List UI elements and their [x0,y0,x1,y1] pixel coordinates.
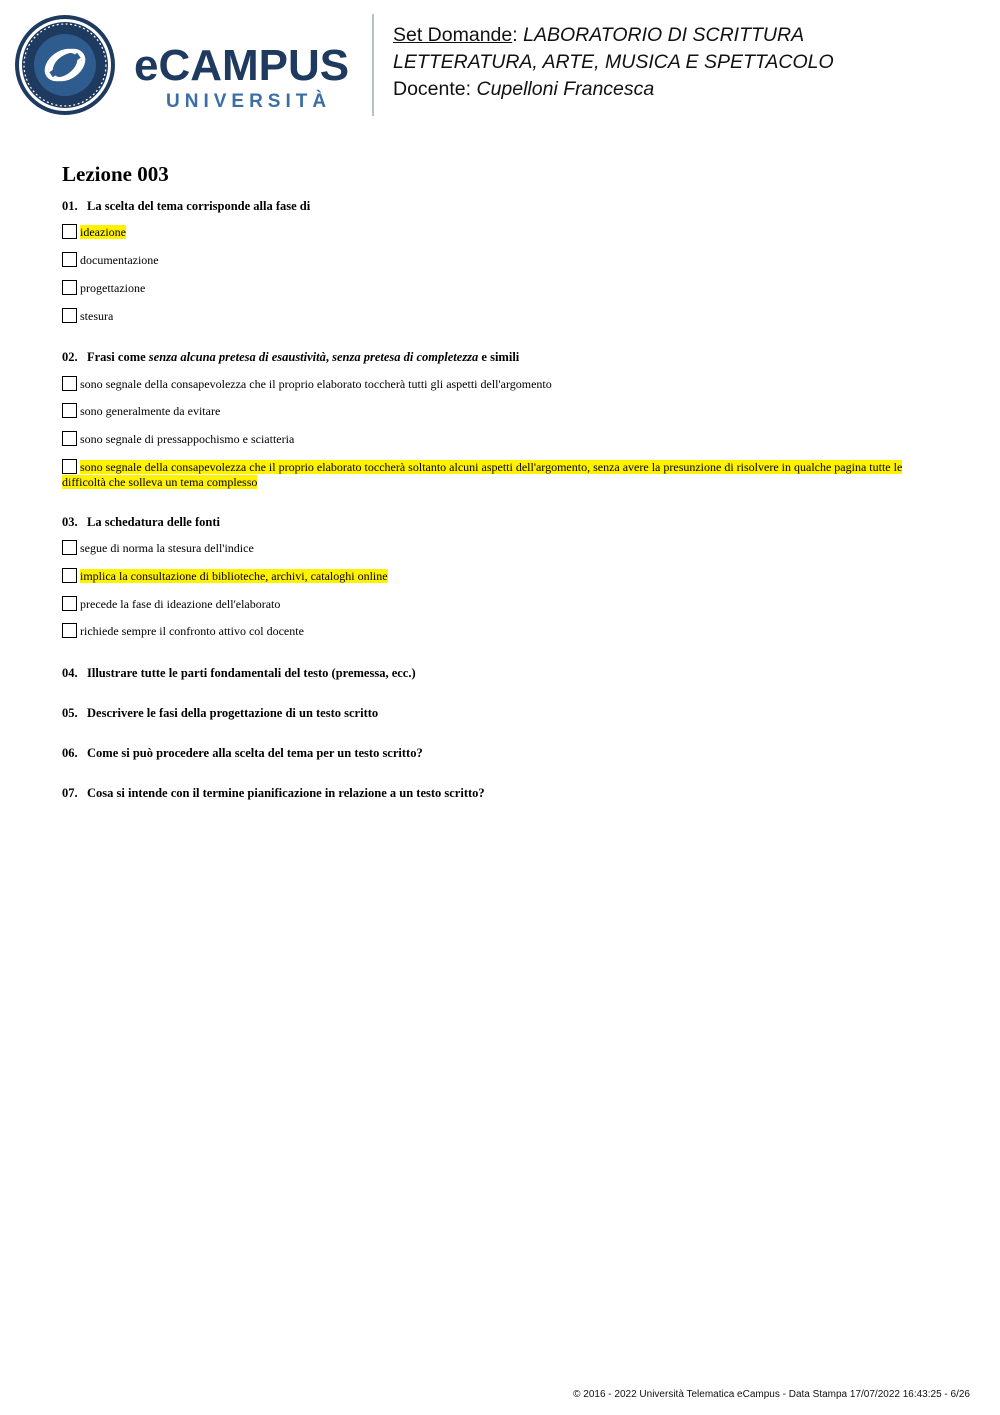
option-checkbox[interactable] [62,280,77,295]
option-checkbox[interactable] [62,540,77,555]
question-06 [62,745,942,761]
answer-option [62,596,942,612]
option-text: implica la consultazione di biblioteche, archivi, cataloghi online [80,569,388,583]
question-02 [62,349,942,365]
option-checkbox[interactable] [62,308,77,323]
course-line2: LETTERATURA, ARTE, MUSICA E SPETTACOLO [393,51,834,73]
answer-option [62,568,942,584]
set-title-line [393,22,983,49]
answer-option [62,431,942,447]
page-header [0,0,1000,130]
docente-label: Docente: [393,78,472,100]
question-text: La scelta del tema corrisponde alla fase di [87,199,311,213]
answer-option [62,459,942,490]
docente-line [393,76,983,103]
ecampus-logo [14,14,359,116]
question-number: 02. [62,350,78,364]
set-sep: : [512,24,518,46]
course-line1: LABORATORIO DI SCRITTURA [523,24,805,46]
option-text: sono segnale di pressappochismo e sciatteria [80,432,295,446]
answer-option [62,540,942,556]
question-04 [62,665,942,681]
answer-option [62,308,942,324]
question-text: Illustrare tutte le parti fondamentali del testo (premessa, ecc.) [87,666,416,680]
option-checkbox[interactable] [62,376,77,391]
question-text-mid: , [325,350,333,364]
lesson-title: Lezione 003 [62,162,169,186]
question-05 [62,705,942,721]
question-text-em2: senza pretesa di completezza [332,350,479,364]
answer-option [62,252,942,268]
question-01 [62,198,942,214]
option-text: sono segnale della consapevolezza che il proprio elaborato toccherà soltanto alcuni aspetti dell'argomento, senza avere la presunzione di risolvere in qualche pagina tutte le difficoltà che solleva un tema complesso [62,460,903,489]
question-03 [62,514,942,530]
question-number: 04. [62,666,78,680]
header-divider [372,14,374,116]
option-checkbox[interactable] [62,568,77,583]
option-text: progettazione [80,281,146,295]
option-checkbox[interactable] [62,623,77,638]
set-info [393,22,983,103]
option-checkbox[interactable] [62,224,77,239]
option-checkbox[interactable] [62,431,77,446]
logo-sub-text: UNIVERSITÀ [166,91,332,112]
question-text: Descrivere le fasi della progettazione di un testo scritto [87,706,379,720]
option-text: ideazione [80,225,126,239]
answer-option [62,280,942,296]
question-number: 07. [62,786,78,800]
docente-name: Cupelloni Francesca [476,78,655,100]
option-text: stesura [80,309,114,323]
question-number: 03. [62,515,78,529]
question-number: 01. [62,199,78,213]
option-text: segue di norma la stesura dell'indice [80,541,254,555]
question-text: La schedatura delle fonti [87,515,220,529]
question-07 [62,785,942,801]
ecampus-wordmark [134,41,349,112]
option-checkbox[interactable] [62,403,77,418]
question-number: 05. [62,706,78,720]
question-text-em1: senza alcuna pretesa di esaustività [148,350,326,364]
option-text: richiede sempre il confronto attivo col docente [80,624,304,638]
option-checkbox[interactable] [62,596,77,611]
option-text: documentazione [80,253,159,267]
question-text-pre: Frasi come [87,350,149,364]
page-footer: © 2016 - 2022 Università Telematica eCampus - Data Stampa 17/07/2022 16:43:25 - 6/26 [573,1389,970,1400]
answer-option [62,376,942,392]
answer-option [62,623,942,639]
option-text: precede la fase di ideazione dell'elaborato [80,597,281,611]
option-text: sono generalmente da evitare [80,404,221,418]
option-text: sono segnale della consapevolezza che il proprio elaborato toccherà tutti gli aspetti dell'argomento [80,377,552,391]
set-label: Set Domande [393,24,513,46]
question-text-post: e simili [478,350,520,364]
question-number: 06. [62,746,78,760]
logo-brand-text: eCAMPUS [134,41,350,90]
option-checkbox[interactable] [62,252,77,267]
option-checkbox[interactable] [62,459,77,474]
seal-icon [15,15,115,115]
answer-option [62,403,942,419]
question-text: Cosa si intende con il termine pianificazione in relazione a un testo scritto? [87,786,485,800]
question-text: Come si può procedere alla scelta del tema per un testo scritto? [87,746,423,760]
answer-option [62,224,942,240]
